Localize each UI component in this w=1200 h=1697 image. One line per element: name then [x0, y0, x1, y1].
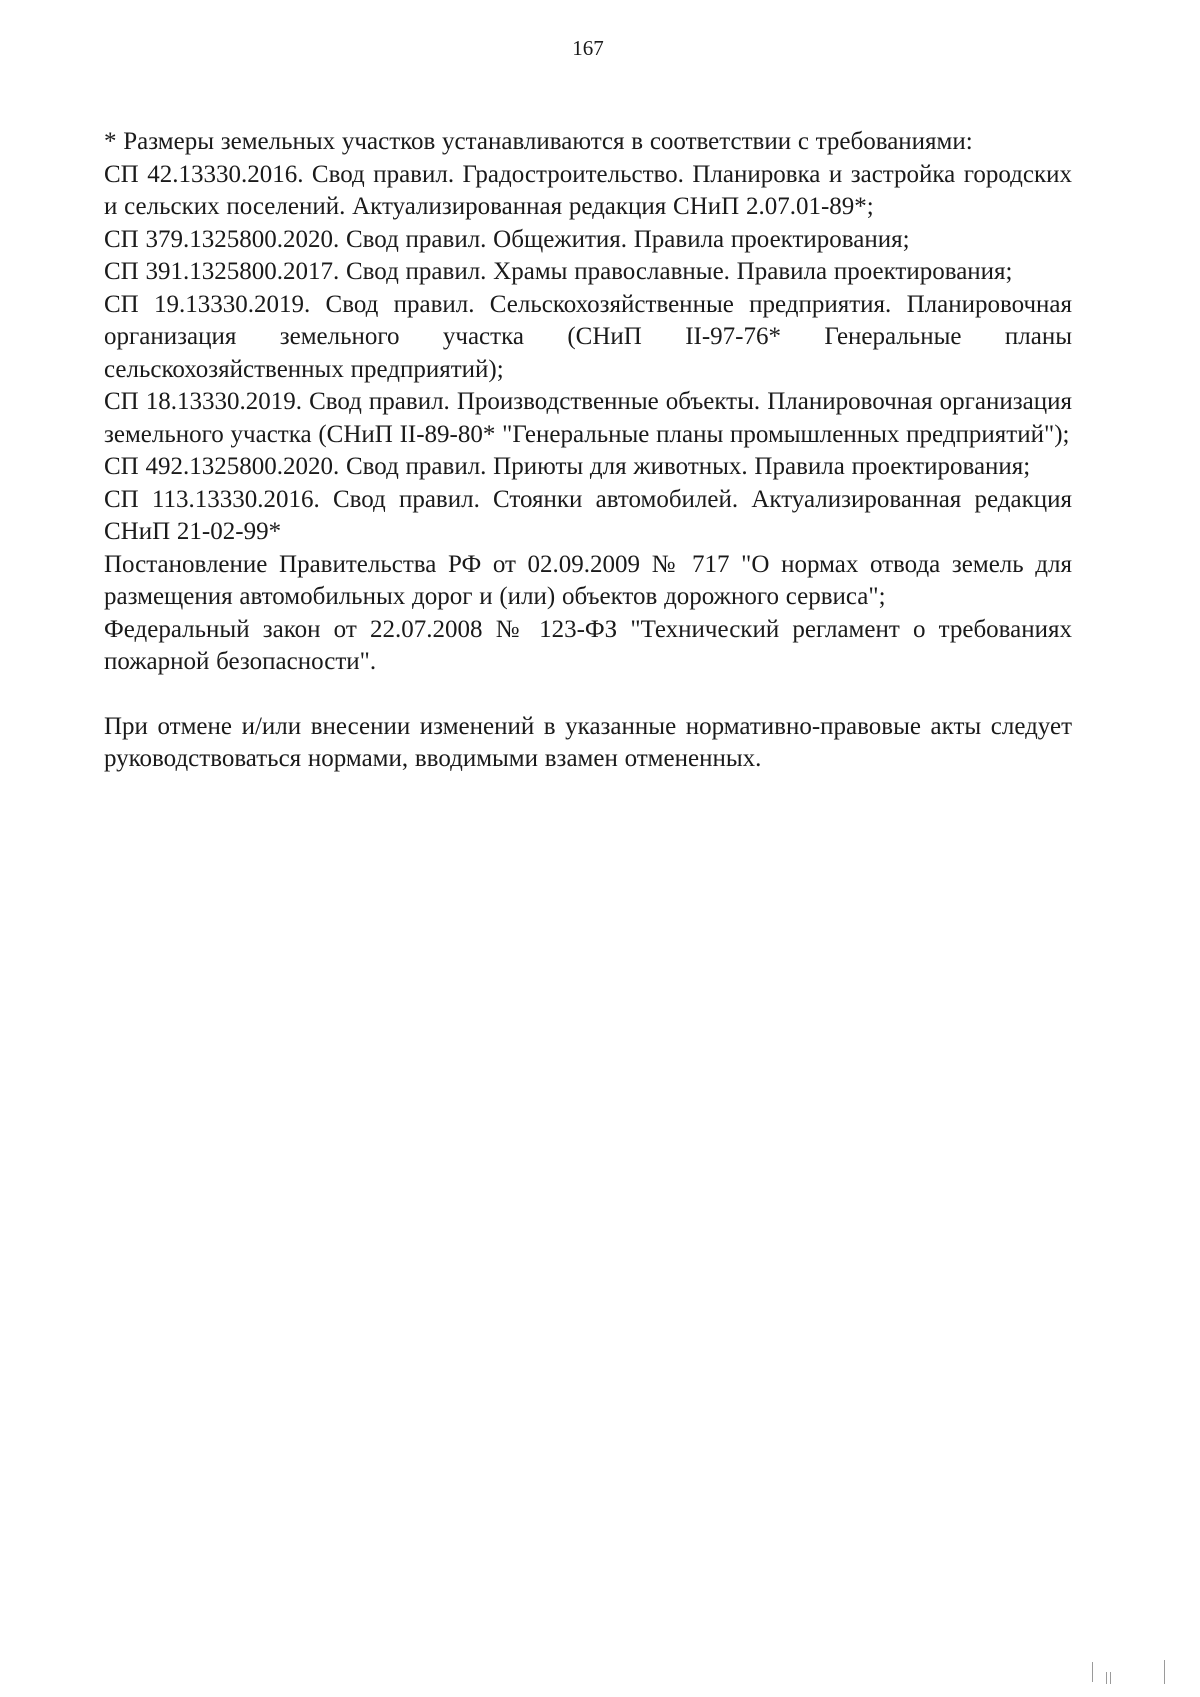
- scan-artifact: [1092, 1662, 1093, 1682]
- list-item: СП 492.1325800.2020. Свод правил. Приюты для животных. Правила проектирования;: [104, 453, 1031, 480]
- scan-artifact: [1106, 1672, 1107, 1684]
- document-body: [104, 126, 1072, 776]
- scan-artifact: [1110, 1672, 1111, 1684]
- intro-paragraph: * Размеры земельных участков устанавливаются в соответствии с требованиями:: [104, 128, 973, 155]
- list-item: СП 391.1325800.2017. Свод правил. Храмы православные. Правила проектирования;: [104, 258, 1013, 285]
- list-item: СП 42.13330.2016. Свод правил. Градостроительство. Планировка и застройка городских и сельских поселений. Актуализированная редакция СНиП 2.07.01-89*;: [104, 160, 1072, 220]
- list-item: Федеральный закон от 22.07.2008 № 123-ФЗ "Технический регламент о требованиях пожарной безопасности".: [104, 615, 1072, 675]
- list-item: СП 113.13330.2016. Свод правил. Стоянки автомобилей. Актуализированная редакция СНиП 21-02-99*: [104, 485, 1072, 545]
- note-paragraph: При отмене и/или внесении изменений в указанные нормативно-правовые акты следует руководствоваться нормами, вводимыми взамен отмененных.: [104, 712, 1072, 772]
- page-number: 167: [572, 36, 604, 60]
- scan-artifact: [1164, 1660, 1165, 1684]
- list-item: СП 18.13330.2019. Свод правил. Производственные объекты. Планировочная организация земельного участка (СНиП II-89-80* "Генеральные планы промышленных предприятий");: [104, 388, 1072, 448]
- list-item: Постановление Правительства РФ от 02.09.2009 № 717 "О нормах отвода земель для размещения автомобильных дорог и (или) объектов дорожного сервиса";: [104, 550, 1072, 610]
- list-item: СП 19.13330.2019. Свод правил. Сельскохозяйственные предприятия. Планировочная организация земельного участка (СНиП II-97-76* Генеральные планы сельскохозяйственных предприятий);: [104, 290, 1072, 383]
- list-item: СП 379.1325800.2020. Свод правил. Общежития. Правила проектирования;: [104, 225, 910, 253]
